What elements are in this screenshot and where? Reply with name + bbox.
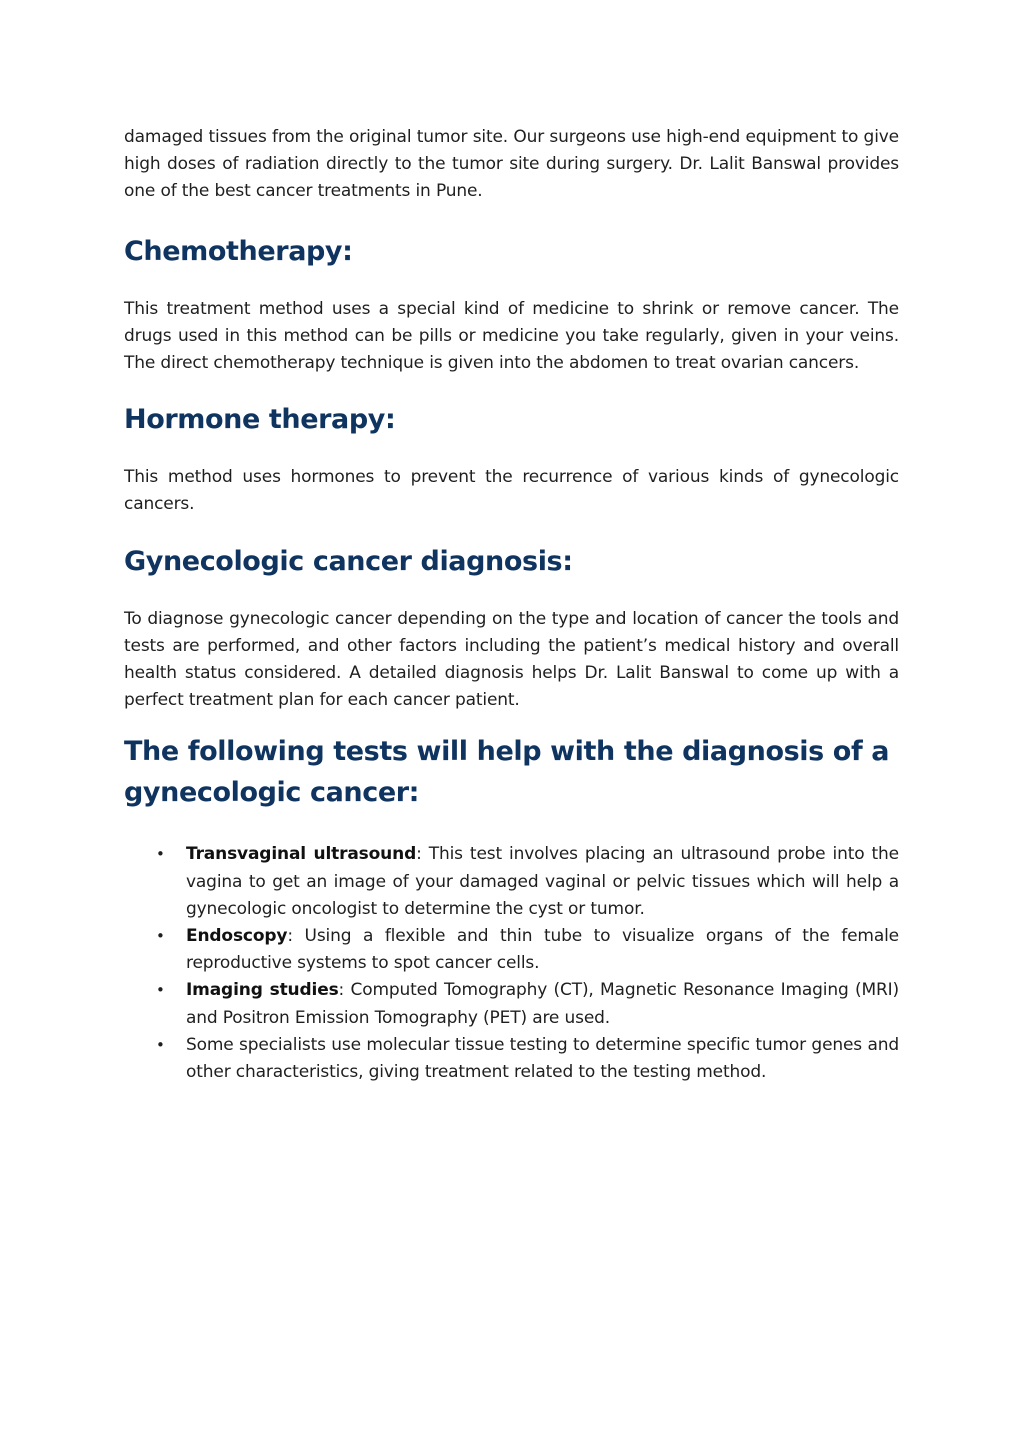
list-item-text: Some specialists use molecular tissue testing to determine specific tumor genes and other characteristics, giving treatment related to the testing method.: [186, 1034, 899, 1083]
list-item-text: : Using a flexible and thin tube to visualize organs of the female reproductive systems to spot cancer cells.: [186, 926, 899, 974]
diagnostic-tests-list: [124, 841, 899, 1086]
list-item-term: Endoscopy: [186, 926, 288, 947]
list-item: [124, 977, 899, 1031]
heading-chemotherapy: Chemotherapy:: [124, 235, 353, 267]
paragraph-chemotherapy: This treatment method uses a special kind of medicine to shrink or remove cancer. The drugs used in this method can be pills or medicine you take regularly, given in your veins. The direct chemotherapy technique is given into the abdomen to treat ovarian cancers.: [124, 298, 899, 374]
list-item: [124, 1032, 899, 1086]
heading-diagnostic-tests: The following tests will help with the diagnosis of a gynecologic cancer:: [124, 736, 890, 809]
list-item-text: : Computed Tomography (CT), Magnetic Resonance Imaging (MRI) and Positron Emission Tomography (PET) are used.: [186, 980, 899, 1028]
bullet-icon: •: [156, 1035, 165, 1054]
bullet-icon: •: [156, 927, 165, 946]
bullet-icon: •: [156, 845, 165, 864]
list-item: [124, 923, 899, 977]
paragraph-hormone-therapy: This method uses hormones to prevent the recurrence of various kinds of gynecologic cancers.: [124, 467, 899, 515]
list-item-term: Transvaginal ultrasound: [186, 844, 417, 865]
heading-diagnosis: Gynecologic cancer diagnosis:: [124, 545, 573, 577]
intro-paragraph: damaged tissues from the original tumor site. Our surgeons use high-end equipment to give high doses of radiation directly to the tumor site during surgery. Dr. Lalit Banswal provides one of the best cancer treatments in Pune.: [124, 127, 899, 202]
list-item-text: : This test involves placing an ultrasound probe into the vagina to get an image of your damaged vaginal or pelvic tissues which will help a gynecologic oncologist to determine the cyst or tumor.: [186, 844, 899, 919]
heading-hormone-therapy: Hormone therapy:: [124, 404, 396, 436]
bullet-icon: •: [156, 981, 165, 1000]
list-item-term: Imaging studies: [186, 980, 339, 1001]
document-page: [124, 124, 899, 1086]
paragraph-diagnosis: To diagnose gynecologic cancer depending on the type and location of cancer the tools and tests are performed, and other factors including the patient’s medical history and overall health status considered. A detailed diagnosis helps Dr. Lalit Banswal to come up with a perfect treatment plan for each cancer patient.: [124, 608, 899, 711]
list-item: [124, 841, 899, 923]
